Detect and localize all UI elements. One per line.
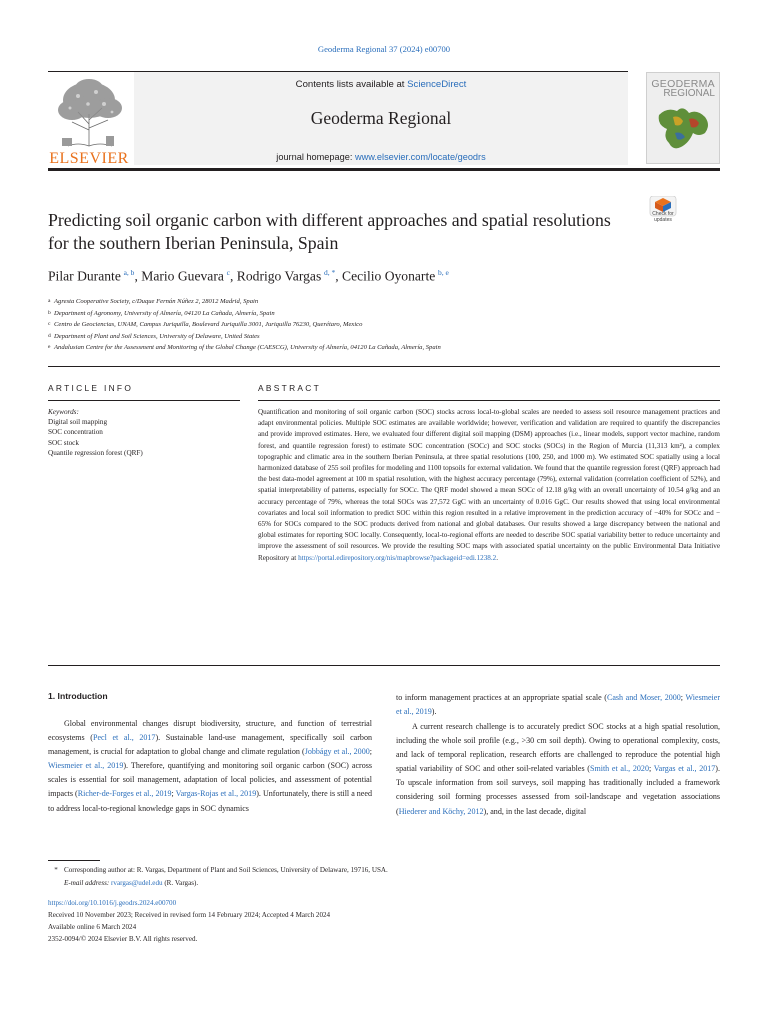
- abstract-text: [258, 407, 720, 564]
- body-text: Global environmental changes disrupt biodiversity, structure, and function of terrestrial ecosystems (: [48, 719, 372, 743]
- received-dates: Received 10 November 2023; Received in revised form 14 February 2024; Accepted 4 March 2024: [48, 911, 331, 919]
- author-affiliation-marker[interactable]: a, b: [123, 268, 135, 277]
- journal-reference-link[interactable]: Geoderma Regional 37 (2024) e00700: [317, 44, 451, 54]
- body-text: to inform management practices at an appropriate spatial scale (: [396, 693, 607, 702]
- affiliation-text: Centro de Geociencias, UNAM, Campus Juriquilla, Boulevard Juriquilla 3001, Juriquilla 76230, Querétaro, Mexico: [54, 321, 363, 328]
- citation-link[interactable]: Richer-de-Forges et al., 2019: [77, 789, 172, 799]
- affiliation-text: Andalusian Centre for the Assessment and Monitoring of the Global Change (CAESCG), University of Almería, 04120 La Cañada, Almería, Spain: [54, 344, 441, 351]
- introduction-heading: 1. Introduction: [48, 691, 108, 701]
- cover-map-image: [653, 103, 715, 155]
- corresponding-text: Corresponding author at: R. Vargas, Department of Plant and Soil Sciences, University of Delaware, 19716, USA.: [64, 866, 388, 874]
- body-text: ). Sustainable land-use management, specifically soil carbon management, is crucial for adaptation to global change and climate regulation (: [48, 733, 373, 757]
- affiliation-item: [48, 331, 728, 343]
- doi-link[interactable]: https://doi.org/10.1016/j.geodrs.2024.e00700: [48, 899, 177, 907]
- author-name[interactable]: Pilar Durante: [48, 268, 121, 284]
- affiliation-label: c: [48, 321, 51, 327]
- author-name[interactable]: Cecilio Oyonarte: [342, 268, 436, 284]
- article-title: Predicting soil organic carbon with different approaches and spatial resolutions for the southern Iberian Peninsula, Spain: [48, 210, 611, 253]
- author-name[interactable]: Rodrigo Vargas: [236, 268, 322, 284]
- keyword-item: SOC concentration: [48, 428, 103, 437]
- keywords-list: [48, 407, 240, 458]
- affiliation-text: Department of Agronomy, University of Almería, 04120 La Cañada, Almería, Spain: [54, 309, 275, 317]
- affiliation-label: a: [48, 298, 51, 304]
- citation-link[interactable]: Pecl et al., 2017: [92, 733, 156, 743]
- affiliation-label: e: [48, 344, 51, 350]
- journal-homepage-link[interactable]: www.elsevier.com/locate/geodrs: [354, 152, 486, 162]
- email-footnote: [64, 878, 198, 889]
- author-affiliation-marker[interactable]: d, *: [323, 268, 336, 277]
- cover-title-line-2: REGIONAL: [663, 88, 715, 99]
- affiliation-item: [48, 342, 728, 354]
- homepage-line: [134, 152, 628, 162]
- available-online-date: Available online 6 March 2024: [48, 923, 137, 931]
- citation-link[interactable]: Wiesmeier et al., 2019: [396, 693, 721, 717]
- author-affiliation-marker[interactable]: c: [226, 268, 230, 277]
- abstract-body: Quantification and monitoring of soil organic carbon (SOC) stocks across local-to-global scales are needed to assess soil resource management practices and adapt environmental policies. Multiple SOC estimates are available worldwide; however, verification and validation are required to quantify the discrepancies and provide improved estimates. Here, we evaluated four different digital soil mapping (DSM) approaches (i.e., linear models, support vector machine, random forest, and quantile regression forest) to estimate SOC concentration (SOCc) and SOC stocks (SOCs) in the Region of Murcia (11,313 km²), a complex topographic and climatic area in the southern Iberian Peninsula, at three spatial resolutions (100, 250, and 1000 m). We estimated SOC spatially using a local harmonized database of 255 soil profiles for modeling and 1100 topsoils for external validation. We found that the quantile regression forest (QRF) approach had the best data-model agreement at 100 m spatial resolution, with the highest accuracy percentage (79%), external validation (correlation coefficient of 52%), and spatial interpretability of patterns, especially for SOCc. The QRF model showed a mean SOCc of 12.18 g/kg with an overall uncertainty of 10.54 g/kg and an accuracy percentage of 79%, whereas the total SOCs was 27,572 GgC with an uncertainty of 0.016 GgC. Our results showed that using local environmental covariates and local soil information to predict SOC within this region resulted in a relative improvement in the prediction accuracy of −40% for SOCc and − 65% for SOCs compared to the SOC products derived from national and global databases. Our results showed a large discrepancy between the national and global estimates for reporting SOC locally. Consequently, local-to-regional efforts are needed to describe SOC spatial variability better to reduce uncertainty and improve the assessment of soil resources. We provide the resulting SOC maps with associated spatial uncertainty on the public Environmental Data Initiative Repository at: [258, 408, 720, 562]
- contents-prefix: Contents lists available at: [295, 79, 408, 90]
- author-name[interactable]: Mario Guevara: [141, 268, 224, 284]
- body-text: ), and, in the last decade, digital: [483, 806, 587, 816]
- body-text: ). Unfortunately, there is still a need to address local-to-regional knowledge gaps in SOC dynamics: [48, 789, 372, 813]
- author-affiliation-marker[interactable]: b, e: [438, 268, 449, 277]
- body-text: ;: [648, 764, 654, 774]
- article-info-heading: ARTICLE INFO: [48, 383, 134, 393]
- title-block-divider: [48, 366, 720, 367]
- affiliation-text: Agresta Cooperative Society, c/Duque Fernán Núñez 2, 28012 Madrid, Spain: [54, 298, 259, 305]
- intro-left-column: [48, 717, 372, 816]
- intro-right-column-continuation: [396, 691, 720, 719]
- corresponding-marker: *: [54, 866, 58, 874]
- corresponding-author-footnote: [48, 865, 388, 876]
- abstract-divider: [48, 665, 720, 666]
- email-owner: (R. Vargas).: [162, 879, 199, 887]
- header-bottom-rule: [48, 168, 720, 171]
- affiliation-text: Department of Plant and Soil Sciences, University of Delaware, United States: [54, 332, 260, 340]
- keyword-item: Digital soil mapping: [48, 418, 108, 427]
- abstract-heading: ABSTRACT: [258, 383, 322, 393]
- journal-name: Geoderma Regional: [310, 108, 452, 128]
- citation-link[interactable]: Hiederer and Köchy, 2012: [398, 806, 484, 816]
- body-text: ;: [171, 789, 176, 799]
- body-text: ).: [431, 707, 437, 717]
- keyword-item: Quantile regression forest (QRF): [48, 448, 143, 457]
- article-info-rule: [48, 400, 240, 401]
- cover-title-line-1: GEODERMA: [651, 78, 715, 90]
- check-for-updates-label[interactable]: Check for updates: [652, 211, 674, 223]
- body-text: A current research challenge is to accurately predict SOC stocks at a high spatial resolution, including the whole soil profile (e.g., >30 cm soil depth). Owing to operational complexity, costs, and lack of temporal replication, research efforts are challenged to reproduce the potential high spatial variability of SOC and other soil-related variables (: [396, 722, 720, 774]
- body-text: ). Therefore, quantifying and monitoring soil organic carbon (SOC) across scales is essential for soil management, adaptation of local policies, and assessment of potential impacts (: [48, 761, 372, 799]
- homepage-prefix: journal homepage:: [276, 152, 355, 162]
- abstract-end: .: [496, 553, 499, 562]
- elsevier-wordmark: ELSEVIER: [49, 150, 129, 167]
- affiliation-list: [48, 296, 728, 354]
- affiliation-item: [48, 319, 728, 331]
- citation-link[interactable]: Wiesmeier et al., 2019: [48, 761, 124, 771]
- body-text: ;: [680, 693, 686, 702]
- body-text: ). To upscale information from soil surveys, soil mapping has traditionally included a framework considering soil forming processes assessed from soil-landscape and vegetation associations (: [396, 764, 720, 816]
- sciencedirect-link[interactable]: ScienceDirect: [407, 79, 467, 90]
- body-text: ;: [369, 747, 372, 757]
- affiliation-item: [48, 308, 728, 320]
- email-link[interactable]: rvargas@udel.edu: [111, 879, 163, 887]
- intro-right-column-paragraph: [396, 720, 720, 819]
- citation-link[interactable]: Vargas-Rojas et al., 2019: [175, 789, 257, 799]
- contents-line: [134, 79, 628, 90]
- email-label: E-mail address:: [64, 879, 112, 887]
- affiliation-label: d: [48, 332, 51, 339]
- citation-link[interactable]: Smith et al., 2020: [589, 764, 649, 774]
- abstract-rule: [258, 400, 720, 401]
- affiliation-item: [48, 296, 728, 308]
- citation-link[interactable]: Jobbágy et al., 2000: [304, 747, 370, 757]
- edi-repository-link[interactable]: https://portal.edirepository.org/nis/mapbrowse?packageid=edi.1238.2: [298, 553, 497, 562]
- copyright-line: 2352-0094/© 2024 Elsevier B.V. All rights reserved.: [48, 935, 198, 943]
- footnote-rule: [48, 860, 100, 861]
- author-list: Pilar Durante $^{a, b}$, Mario Guevara $^c$, Rodrigo Vargas $^{d, *}$, Cecilio Oyonarte $^{b, e}$: [48, 268, 449, 284]
- journal-cover-thumbnail[interactable]: [646, 72, 720, 164]
- keywords-label: Keywords:: [48, 408, 79, 416]
- keyword-item: SOC stock: [48, 438, 79, 447]
- cover-title: [647, 79, 719, 99]
- citation-link[interactable]: Cash and Moser, 2000: [606, 693, 681, 702]
- citation-link[interactable]: Vargas et al., 2017: [653, 764, 716, 774]
- affiliation-label: b: [48, 309, 51, 316]
